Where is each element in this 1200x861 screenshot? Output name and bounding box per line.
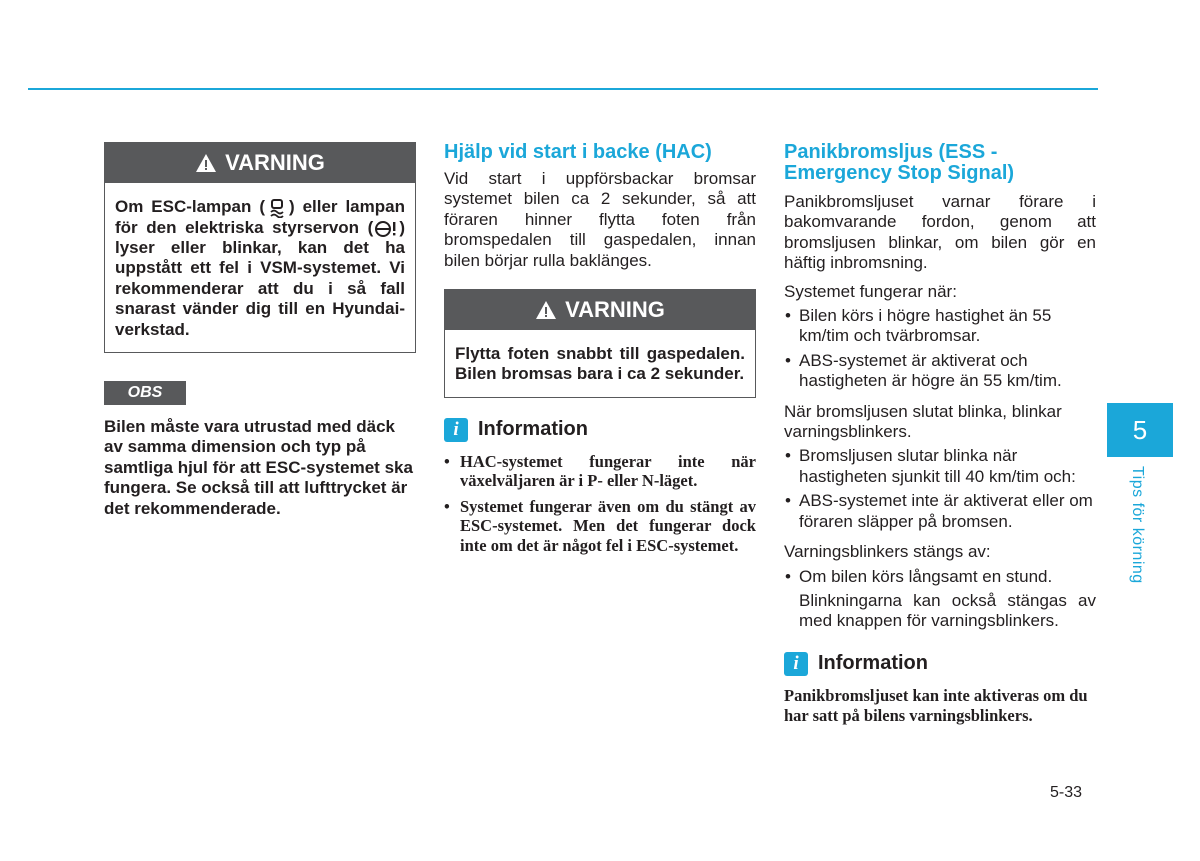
warning-box-hac <box>444 289 756 398</box>
chapter-label: Tips för körning <box>1129 466 1146 584</box>
ess-off-note: Blinkningarna kan också stängas av med knappen för varningsblinkers. <box>799 590 1096 631</box>
hac-text: Vid start i uppförsbackar bromsar systemet bilen ca 2 sekunder, så att föraren hinner flytta foten från bromspedalen till gaspedalen, innan bilen börjar rulla baklänges. <box>444 169 756 270</box>
warning-text-part-3: ) lyser eller blinkar, kan det ha uppstått ett fel i VSM-systemet. Vi rekommenderar att du i så fall snarast vänder dig till en Hyundai-verkstad. <box>115 217 405 339</box>
hac-heading: Hjälp vid start i backe (HAC) <box>444 141 712 163</box>
warning-triangle-icon <box>535 299 557 321</box>
info-icon: i <box>784 652 808 676</box>
warning-text <box>105 183 415 352</box>
info-list <box>444 452 756 556</box>
list-item: • ABS-systemet är aktiverat och hastigheten är högre än 55 km/tim. <box>784 351 1096 392</box>
info-title: Information <box>478 418 588 441</box>
list-item: • Bromsljusen slutar blinka när hastigheten sjunkit till 40 km/tim och: <box>784 446 1096 487</box>
warning-title: VARNING <box>565 297 665 323</box>
warning-title: VARNING <box>225 150 325 175</box>
info-header <box>444 418 756 442</box>
warning-header <box>105 143 415 183</box>
list-item: • Systemet fungerar även om du stängt av ESC-systemet. Men det fungerar dock inte om det är något fel i ESC-systemet. <box>444 497 756 556</box>
ess-intro: Panikbromsljuset varnar förare i bakomvarande fordon, genom att bromsljusen blinkar, om bilen gör en häftig inbromsning. <box>784 192 1096 273</box>
list-item: • ABS-systemet inte är aktiverat eller om föraren släpper på bromsen. <box>784 491 1096 532</box>
warning-text-part-1: Om ESC-lampan ( <box>115 197 265 216</box>
ess-works-list <box>784 306 1096 392</box>
ess-hazard-label: När bromsljusen slutat blinka, blinkar varningsblinkers. <box>784 401 1062 442</box>
column-left <box>104 142 416 519</box>
obs-label: OBS <box>104 381 186 405</box>
warning-box-esc <box>104 142 416 353</box>
ess-off-list <box>784 567 1096 587</box>
warning-text-part-2: ) eller lampan för den elektriska styrservon ( <box>115 197 405 237</box>
ess-off-label: Varningsblinkers stängs av: <box>784 542 991 562</box>
list-item: • Bilen körs i högre hastighet än 55 km/tim och tvärbromsar. <box>784 306 1096 347</box>
column-right <box>784 142 1096 727</box>
warning-triangle-icon <box>195 152 217 174</box>
chapter-number: 5 <box>1107 403 1173 457</box>
ess-heading: Panikbromsljus (ESS - Emergency Stop Signal) <box>784 141 1015 184</box>
warning-header <box>445 290 755 330</box>
info-header <box>784 652 1096 676</box>
esc-skid-car-icon <box>265 198 289 218</box>
info-icon: i <box>444 418 468 442</box>
info-title: Information <box>818 652 928 675</box>
list-item: • HAC-systemet fungerar inte när växelväljaren är i P- eller N-läget. <box>444 452 756 491</box>
header-rule <box>28 88 1098 90</box>
column-middle <box>444 142 756 561</box>
steering-warning-icon <box>373 218 399 238</box>
list-item: • Om bilen körs långsamt en stund. <box>784 567 1096 587</box>
info-text: Panikbromsljuset kan inte aktiveras om du har satt på bilens varningsblinkers. <box>784 685 1088 726</box>
obs-text: Bilen måste vara utrustad med däck av samma dimension och typ på samtliga hjul för att ESC-systemet ska fungera. Se också till att lufttrycket är det rekommenderade. <box>104 417 413 518</box>
page-number: 5-33 <box>1050 784 1083 801</box>
warning-text: Flytta foten snabbt till gaspedalen. Bilen bromsas bara i ca 2 sekunder. <box>455 344 745 384</box>
ess-works-label: Systemet fungerar när: <box>784 281 957 301</box>
ess-stop-list <box>784 446 1096 532</box>
